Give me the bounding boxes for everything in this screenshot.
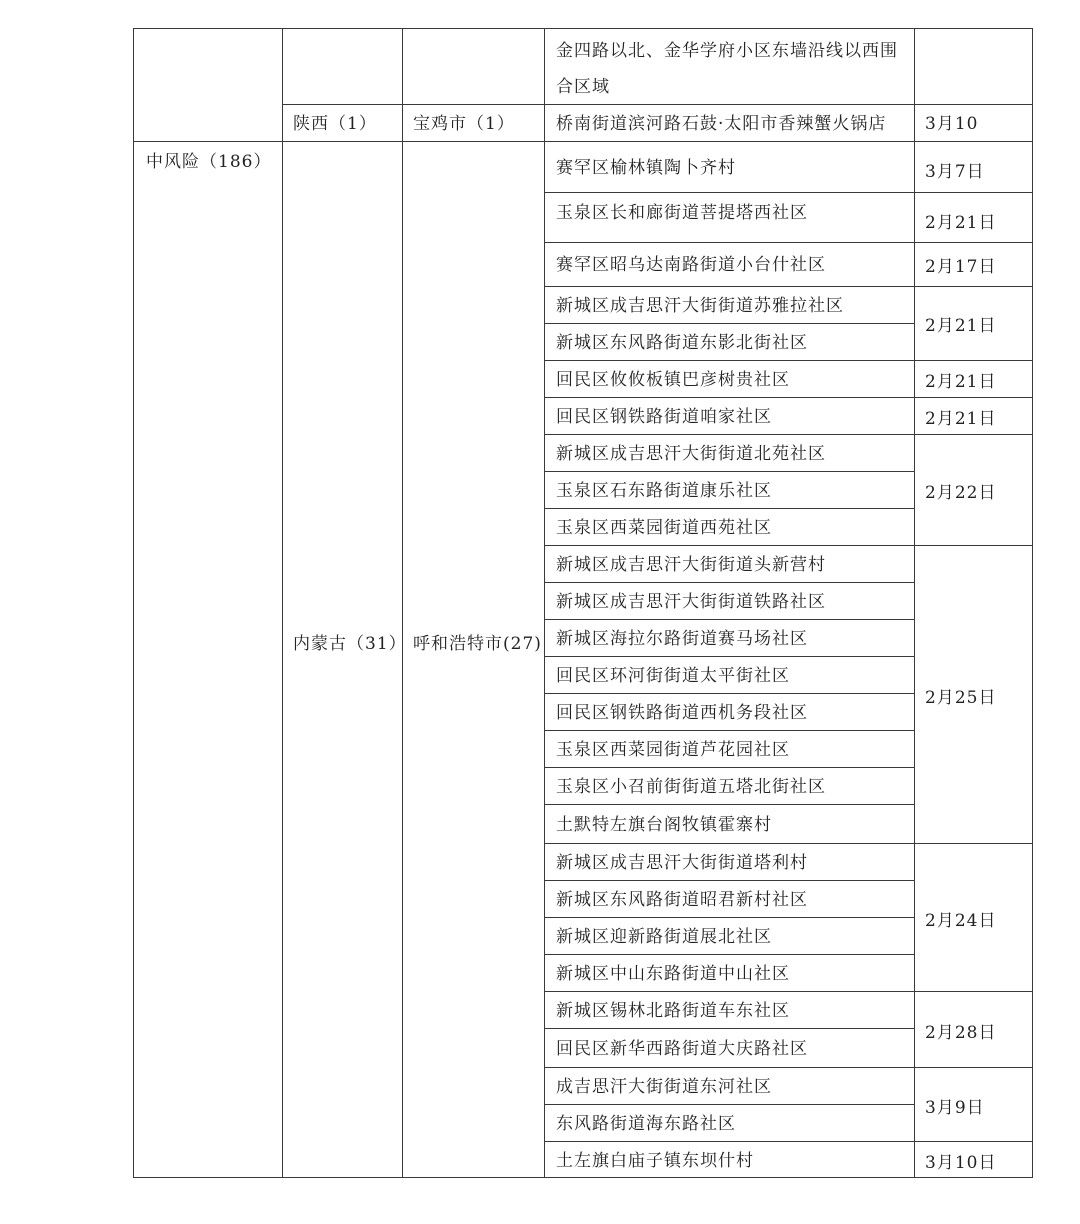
date-cell: 2月24日 <box>925 911 997 931</box>
area-cell: 东风路街道海东路社区 <box>556 1114 736 1134</box>
area-cell: 玉泉区西菜园街道芦花园社区 <box>556 740 790 760</box>
date-group-line <box>914 991 1033 992</box>
date-cell: 3月7日 <box>925 162 985 182</box>
area-cell: 土默特左旗台阁牧镇霍寨村 <box>556 815 772 835</box>
row-line <box>544 843 915 844</box>
area-cell: 玉泉区小召前街街道五塔北街社区 <box>556 777 826 797</box>
date-cell: 3月9日 <box>925 1098 985 1118</box>
row-line <box>544 917 915 918</box>
date-cell: 2月25日 <box>925 688 997 708</box>
city-cell: 呼和浩特市(27) <box>413 634 542 654</box>
row-line <box>544 242 915 243</box>
row-line <box>544 323 915 324</box>
section-divider <box>133 141 1033 142</box>
row-line <box>544 954 915 955</box>
date-cell: 2月21日 <box>925 316 997 336</box>
area-cell: 新城区海拉尔路街道赛马场社区 <box>556 629 808 649</box>
date-group-line <box>914 545 1033 546</box>
date-group-line <box>914 843 1033 844</box>
row-line <box>544 286 915 287</box>
row-line <box>544 192 915 193</box>
date-group-line <box>914 397 1033 398</box>
row-line <box>544 508 915 509</box>
area-cell: 桥南街道滨河路石鼓·太阳市香辣蟹火锅店 <box>556 114 887 134</box>
area-cell: 回民区钢铁路街道西机务段社区 <box>556 703 808 723</box>
table-border-right <box>1032 28 1033 1178</box>
risk-level-cell: 中风险（186） <box>146 152 272 172</box>
date-cell: 2月22日 <box>925 483 997 503</box>
row-line <box>544 582 915 583</box>
date-cell: 2月21日 <box>925 372 997 392</box>
date-group-line <box>914 1067 1033 1068</box>
col-divider-date <box>914 28 915 1178</box>
area-cell: 新城区成吉思汗大街街道塔利村 <box>556 853 808 873</box>
area-cell: 新城区成吉思汗大街街道铁路社区 <box>556 592 826 612</box>
area-cell: 新城区成吉思汗大街街道北苑社区 <box>556 444 826 464</box>
area-cell: 回民区钢铁路街道咱家社区 <box>556 407 772 427</box>
date-group-line <box>914 434 1033 435</box>
row-line <box>544 767 915 768</box>
row-line <box>544 656 915 657</box>
col-divider-province <box>282 28 283 1178</box>
date-group-line <box>914 286 1033 287</box>
date-cell: 2月21日 <box>925 213 997 233</box>
area-cell: 回民区攸攸板镇巴彦树贵社区 <box>556 370 790 390</box>
row-line <box>544 619 915 620</box>
row-line <box>544 397 915 398</box>
col-divider-area <box>544 28 545 1178</box>
date-group-line <box>914 242 1033 243</box>
row-line <box>544 545 915 546</box>
row-line <box>544 471 915 472</box>
row-line <box>544 880 915 881</box>
area-cell: 成吉思汗大街街道东河社区 <box>556 1077 772 1097</box>
area-cell: 新城区东风路街道昭君新村社区 <box>556 890 808 910</box>
province-cell: 陕西（1） <box>293 114 377 134</box>
row-line <box>544 1141 915 1142</box>
area-cell-continued: 金四路以北、金华学府小区东墙沿线以西围合区域 <box>556 41 898 97</box>
col-divider-city <box>402 28 403 1178</box>
row-line <box>544 693 915 694</box>
date-cell: 3月10日 <box>925 1153 997 1173</box>
table-border-bottom <box>133 1177 1033 1178</box>
area-cell: 回民区环河街街道太平街社区 <box>556 666 790 686</box>
date-cell: 2月21日 <box>925 409 997 429</box>
area-cell: 玉泉区石东路街道康乐社区 <box>556 481 772 501</box>
row-line <box>544 804 915 805</box>
area-cell: 赛罕区昭乌达南路街道小台什社区 <box>556 255 826 275</box>
city-cell: 宝鸡市（1） <box>413 114 515 134</box>
date-cell: 2月28日 <box>925 1023 997 1043</box>
row-line <box>544 360 915 361</box>
area-cell: 新城区成吉思汗大街街道头新营村 <box>556 555 826 575</box>
row-line <box>544 730 915 731</box>
area-cell: 新城区东风路街道东影北街社区 <box>556 333 808 353</box>
date-cell: 2月17日 <box>925 257 997 277</box>
date-group-line <box>914 360 1033 361</box>
date-cell: 3月10 <box>925 114 979 134</box>
table-border-top <box>133 28 1033 29</box>
area-cell: 回民区新华西路街道大庆路社区 <box>556 1039 808 1059</box>
area-cell: 玉泉区长和廊街道菩提塔西社区 <box>556 203 808 223</box>
area-cell: 新城区中山东路街道中山社区 <box>556 964 790 984</box>
table-border-left <box>133 28 134 1178</box>
area-cell: 赛罕区榆林镇陶卜齐村 <box>556 158 736 178</box>
row-line <box>544 434 915 435</box>
date-group-line <box>914 192 1033 193</box>
row-line <box>544 1067 915 1068</box>
area-cell: 新城区锡林北路街道车东社区 <box>556 1001 790 1021</box>
row-line <box>544 1104 915 1105</box>
date-group-line <box>914 1141 1033 1142</box>
province-cell: 内蒙古（31） <box>293 634 407 654</box>
row-line <box>544 991 915 992</box>
area-cell: 新城区迎新路街道展北社区 <box>556 927 772 947</box>
row-line <box>544 1028 915 1029</box>
area-cell: 玉泉区西菜园街道西苑社区 <box>556 518 772 538</box>
area-cell: 土左旗白庙子镇东坝什村 <box>556 1151 754 1171</box>
area-cell: 新城区成吉思汗大街街道苏雅拉社区 <box>556 296 844 316</box>
